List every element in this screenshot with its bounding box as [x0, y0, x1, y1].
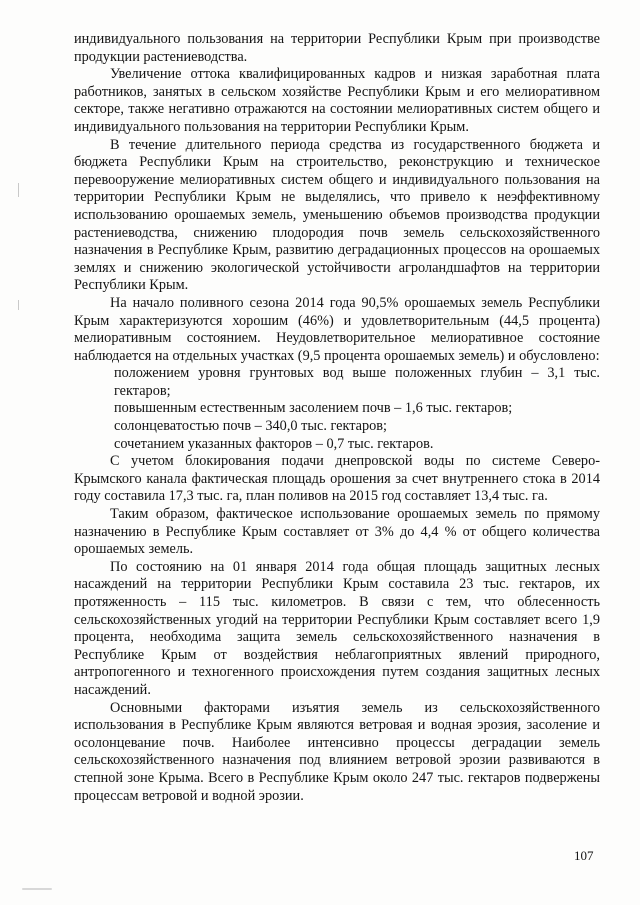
body-text	[74, 31, 600, 805]
page-number: 107	[574, 848, 594, 863]
paragraph: На начало поливного сезона 2014 года 90,5% орошаемых земель Республики Крым характеризуются хорошим (46%) и удовлетворительным (44,5 процента) мелиоративным состоянием. Неудовлетворительное мелиоративное состояние наблюдается на отдельных участках (9,5 процента орошаемых земель) и обусловлено:	[74, 294, 600, 364]
paragraph: По состоянию на 01 января 2014 года общая площадь защитных лесных насаждений на территории Республики Крым составила 23 тыс. гектаров, их протяженность – 115 тыс. километров. В связи с тем, что облесенность сельскохозяйственных угодий на территории Республики Крым составляет всего 1,9 процента, необходима защита земель сельскохозяйственного назначения в Республике Крым от воздействия неблагоприятных явлений природного, антропогенного и техногенного происхождения путем создания защитных лесных насаждений.	[74, 558, 600, 698]
paragraph: Таким образом, фактическое использование орошаемых земель по прямому назначению в Республике Крым составляет от 3% до 4,4 % от общего количества орошаемых земель.	[74, 506, 600, 558]
scan-margin-mark	[18, 300, 19, 310]
paragraph: индивидуального пользования на территории Республики Крым при производстве продукции растениеводства.	[74, 31, 600, 65]
paragraph: В течение длительного периода средства из государственного бюджета и бюджета Республики Крым на строительство, реконструкцию и техническое перевооружение мелиоративных систем общего и индивидуального пользования на территории Республики Крым не выделялись, что привело к неэффективному использованию орошаемых земель, уменьшению объемов производства продукции растениеводства, снижению плодородия почв земель сельскохозяйственного назначения в Республике Крым, развитию деградационных процессов на орошаемых землях и снижению экологической устойчивости агроландшафтов на территории Республики Крым.	[74, 136, 600, 294]
paragraph: Увеличение оттока квалифицированных кадров и низкая заработная плата работников, занятых в сельском хозяйстве Республики Крым и его мелиоративном секторе, также негативно отражаются на состоянии мелиоративных систем общего и индивидуального пользования на территории Республики Крым.	[74, 66, 600, 135]
list-item: солонцеватостью почв – 340,0 тыс. гектаров;	[114, 418, 388, 435]
scan-margin-mark	[18, 183, 19, 197]
paragraph: Основными факторами изъятия земель из сельскохозяйственного использования в Республике Крым являются ветровая и водная эрозия, засоление и осолонцевание почв. Наиболее интенсивно процессы деградации земель сельскохозяйственного назначения под влиянием ветровой эрозии развиваются в степной зоне Крыма. Всего в Республике Крым около 247 тыс. гектаров подвержены процессам ветровой и водной эрозии.	[74, 699, 600, 804]
list-item: повышенным естественным засолением почв – 1,6 тыс. гектаров;	[114, 400, 513, 417]
list-item: положением уровня грунтовых вод выше положенных глубин – 3,1 тыс. гектаров;	[114, 365, 600, 399]
paragraph: С учетом блокирования подачи днепровской воды по системе Северо-Крымского канала фактическая площадь орошения за счет внутреннего стока в 2014 году составила 17,3 тыс. га, план поливов на 2015 год составляет 13,4 тыс. га.	[74, 453, 600, 505]
list-item: сочетанием указанных факторов – 0,7 тыс. гектаров.	[114, 435, 434, 452]
scan-artifact	[22, 888, 52, 890]
